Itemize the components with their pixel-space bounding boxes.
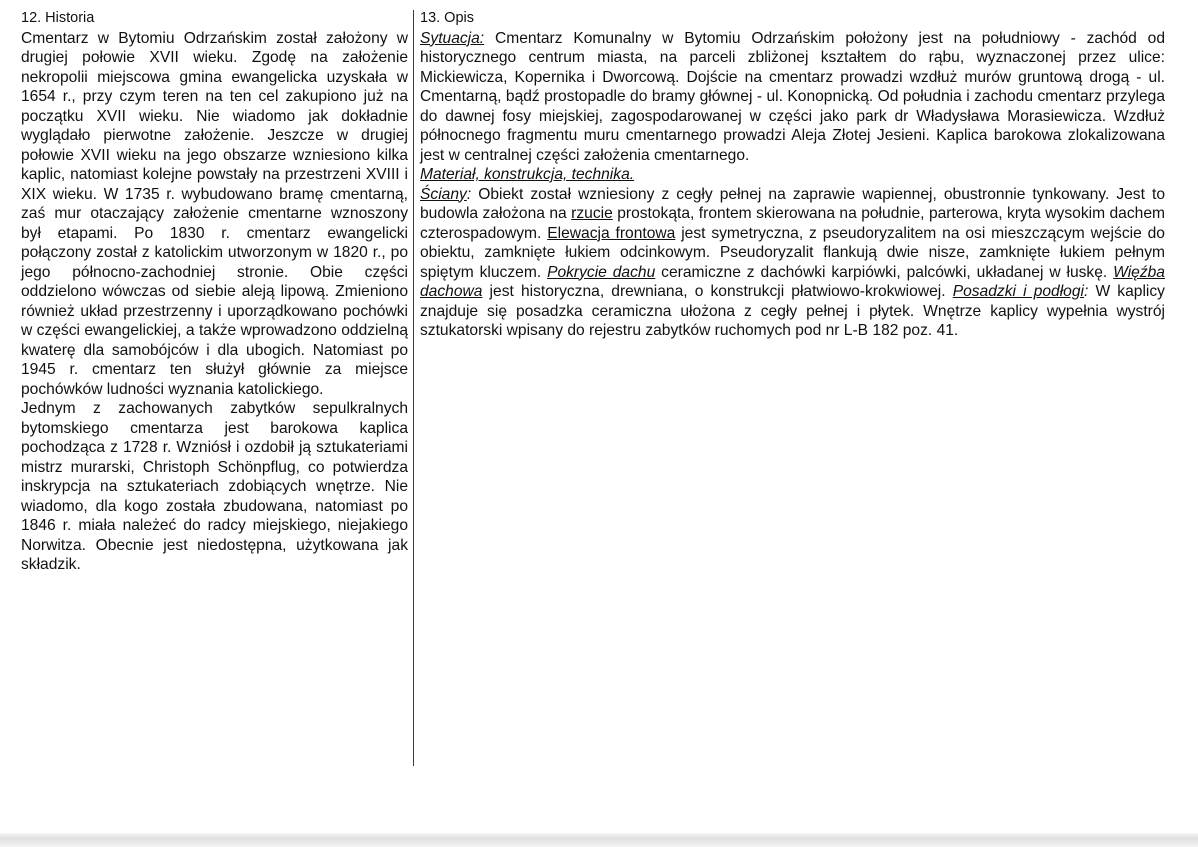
roofing-label: Pokrycie dachu — [547, 263, 656, 281]
truss-text: jest historyczna, drewniana, o konstrukcji płatwiowo-krokwiowej. — [482, 283, 953, 300]
facade-label: Elewacja frontowa — [547, 224, 676, 242]
description-column — [420, 9, 1165, 341]
walls-colon: : — [466, 185, 472, 203]
history-heading: 12. Historia — [21, 10, 95, 26]
material-heading-line — [420, 165, 1165, 185]
history-paragraph-1: Cmentarz w Bytomiu Odrzańskim został założony w drugiej połowie XVII wieku. Zgodę na założenie nekropolii miejscowa gmina ewangelicka uzyskała w 1654 r., przy czym teren na ten cel zakupiono już na początku XVII wieku. Nie wiadomo jak dokładnie wyglądało pierwotne założenie. Jeszcze w drugiej połowie XVII wieku na jego obszarze wzniesiono kilka kaplic, natomiast kolejne powstały na przestrzeni XVIII i XIX wieku. W 1735 r. wybudowano bramę cmentarną, zaś mur otaczający założenie cmentarne wznoszony był etapami. Po 1830 r. cmentarz ewangelicki połączony został z katolickim utworzonym w 1820 r., po jego północno-zachodniej stronie. Obie części oddzielono wówczas od siebie aleją lipową. Zmieniono również układ przestrzenny i uporządkowano pochówki w części ewangelickiej, a także wprowadzono oddzielną kwaterę dla samobójców i dla ubogich. Natomiast po 1945 r. cmentarz ten służył głównie za miejsce pochówków ludności wyznania katolickiego. — [21, 29, 408, 398]
location-paragraph — [420, 29, 1165, 166]
truss-label: Więźba dachowa — [420, 263, 1165, 300]
floors-colon: : — [1083, 283, 1089, 300]
description-heading: 13. Opis — [420, 10, 474, 26]
roofing-text: ceramiczne z dachówki karpiówki, palcówki, układanej w łuskę. — [655, 263, 1114, 281]
location-label: Sytuacja: — [420, 29, 485, 47]
floors-text: W kaplicy znajduje się posadzka ceramiczna ułożona z cegły pełnej i płytek. Wnętrze kaplicy wypełnia wystrój sztukatorski wpisany do rejestru zabytków ruchomych pod nr L-B 182 poz. 41. — [420, 283, 1165, 339]
construction-paragraph — [420, 185, 1165, 341]
walls-text-2: prostokąta, frontem skierowana na południe, parterowa, kryta wysokim dachem czterospadowym. — [420, 205, 1165, 242]
walls-text-3: jest symetryczna, z pseudoryzalitem na osi mieszczącym wejście do obiektu, zamknięte łukiem odcinkowym. Pseudoryzalit flankują dwie nisze, zamknięte łukiem pełnym spiętym kluczem. — [420, 224, 1165, 281]
walls-text-1: Obiekt został wzniesiony z cegły pełnej na zaprawie wapiennej, obustronnie tynkowany. Jest to budowla założona na — [420, 185, 1165, 222]
plan-label: rzucie — [571, 205, 613, 222]
floors-label: Posadzki i podłogi — [952, 283, 1084, 300]
scan-bottom-edge — [0, 833, 1198, 847]
history-paragraph-2: Jednym z zachowanych zabytków sepulkralnych bytomskiego cmentarza jest barokowa kaplica pochodząca z 1728 r. Wzniósł i ozdobił ją sztukateriami mistrz murarski, Christoph Schönpflug, co potwierdza inskrypcja na sztukateriach zdobiących wnętrze. Nie wiadomo, dla kogo została zbudowana, natomiast po 1846 r. miała należeć do radcy miejskiego, niejakiego Norwitza. Obecnie jest niedostępna, użytkowana jak składzik. — [21, 400, 408, 573]
walls-label: Ściany — [420, 185, 467, 203]
location-text: Cmentarz Komunalny w Bytomiu Odrzańskim położony jest na południowy - zachód od historycznego centrum miasta, na parceli zbliżonej kształtem do rąbu, wyznaczonej przez ulice: Mickiewicza, Kopernika i Dworcową. Dojście na cmentarz prowadzi wzdłuż murów gruntową drogą - ul. Cmentarną, bądź prostopadle do bramy głównej - ul. Konopnicką. Od południa i zachodu cmentarz przylega do dawnej fosy miejskiej, zagospodarowanej w części jako park dr Władysława Morasiewicza. Wzdłuż północnego fragmentu muru cmentarnego prowadzi Aleja Złotej Jesieni. Kaplica barokowa zlokalizowana jest w centralnej części założenia cmentarnego. — [420, 29, 1165, 164]
history-column — [21, 9, 408, 575]
column-divider — [413, 10, 414, 766]
material-label: Materiał, konstrukcja, technika. — [420, 166, 635, 183]
